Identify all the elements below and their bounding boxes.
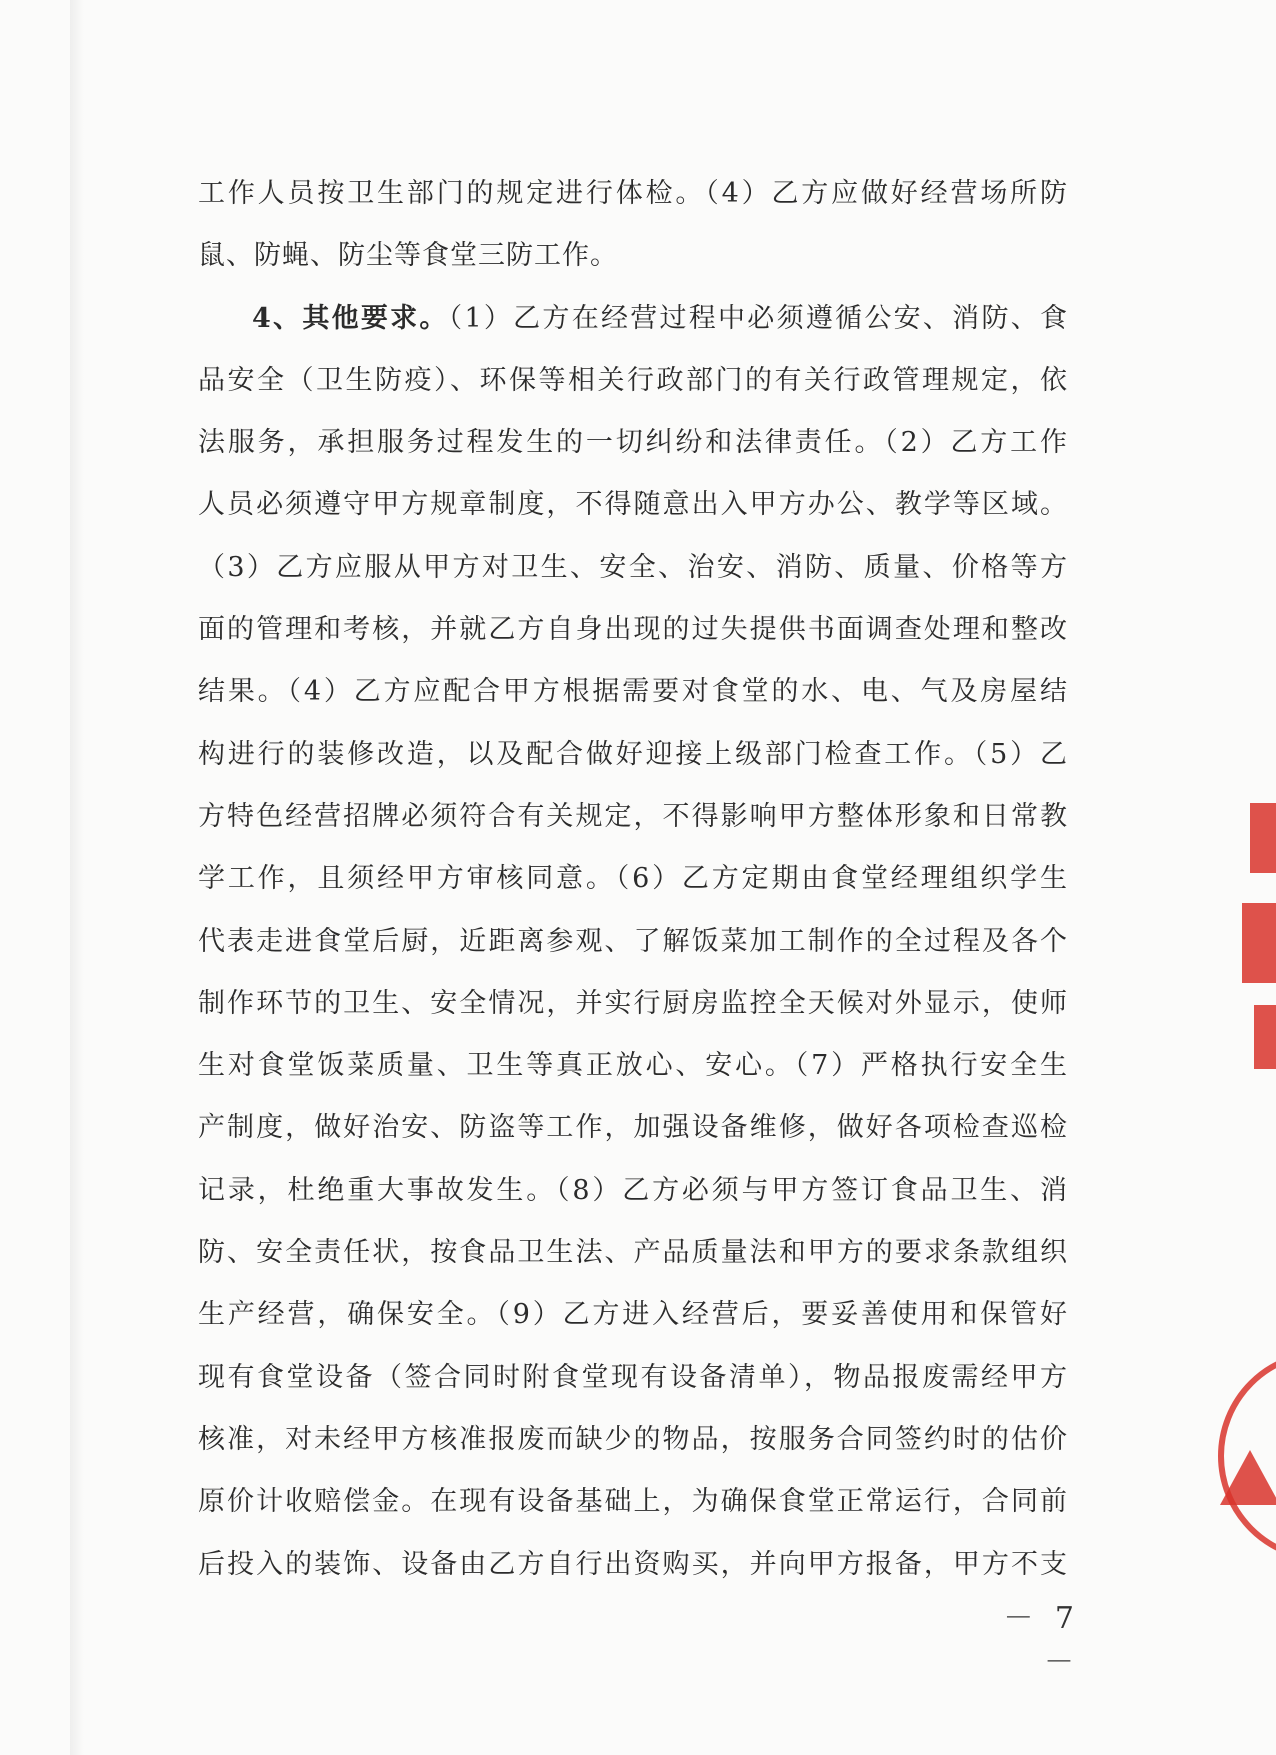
seal-star-icon <box>1220 1450 1276 1505</box>
text-line: 记录，杜绝重大事故发生。（8）乙方必须与甲方签订食品卫生、消 <box>198 1174 1068 1206</box>
text-line: 构进行的装修改造，以及配合做好迎接上级部门检查工作。（5）乙 <box>198 738 1068 770</box>
text-line: 工作人员按卫生部门的规定进行体检。（4）乙方应做好经营场所防 <box>198 178 1068 209</box>
text-line: 鼠、防蝇、防尘等食堂三防工作。 <box>198 240 618 272</box>
text-line: 产制度，做好治安、防盗等工作，加强设备维修，做好各项检查巡检 <box>198 1112 1068 1144</box>
seal-stroke <box>1250 803 1276 873</box>
text-line: 生产经营，确保安全。（9）乙方进入经营后，要妥善使用和保管好 <box>198 1299 1068 1331</box>
seal-stroke <box>1242 903 1276 983</box>
document-body <box>198 163 1068 1596</box>
seal-fragment-top <box>1236 795 1276 1080</box>
text-line: 原价计收赔偿金。在现有设备基础上，为确保食堂正常运行，合同前 <box>198 1486 1068 1518</box>
text-line: 生对食堂饭菜质量、卫生等真正放心、安心。（7）严格执行安全生 <box>198 1050 1068 1082</box>
text-line: 防、安全责任状，按食品卫生法、产品质量法和甲方的要求条款组织 <box>198 1237 1068 1269</box>
text-line: （3）乙方应服从甲方对卫生、安全、治安、消防、质量、价格等方 <box>198 551 1068 583</box>
seal-fragment-bottom <box>1218 1350 1276 1580</box>
text-line: 品安全（卫生防疫）、环保等相关行政部门的有关行政管理规定，依 <box>198 364 1068 396</box>
scan-edge-shadow <box>70 0 84 1755</box>
text-line: 人员必须遵守甲方规章制度，不得随意出入甲方办公、教学等区域。 <box>198 489 1068 521</box>
seal-stroke <box>1254 1005 1276 1069</box>
page-number: － 7 － <box>1003 1601 1080 1680</box>
text-line: 法服务，承担服务过程发生的一切纠纷和法律责任。（2）乙方工作 <box>198 427 1068 459</box>
text-line: 现有食堂设备（签合同时附食堂现有设备清单），物品报废需经甲方 <box>198 1361 1068 1393</box>
text-line: 学工作，且须经甲方审核同意。（6）乙方定期由食堂经理组织学生 <box>198 863 1068 895</box>
text-line: 代表走进食堂后厨，近距离参观、了解饭菜加工制作的全过程及各个 <box>198 925 1068 957</box>
text-line-segment: （1）乙方在经营过程中必须遵循公安、消防、食 <box>448 302 1068 334</box>
text-line: 面的管理和考核，并就乙方自身出现的过失提供书面调查处理和整改 <box>198 614 1068 646</box>
paragraph-start-line <box>198 288 1068 350</box>
text-line: 制作环节的卫生、安全情况，并实行厨房监控全天候对外显示，使师 <box>198 987 1068 1019</box>
text-line: 核准，对未经甲方核准报废而缺少的物品，按服务合同签约时的估价 <box>198 1423 1068 1455</box>
text-line: 后投入的装饰、设备由乙方自行出资购买，并向甲方报备，甲方不支 <box>198 1548 1068 1580</box>
text-line: 方特色经营招牌必须符合有关规定，不得影响甲方整体形象和日常教 <box>198 800 1068 832</box>
section-heading: 4、其他要求。 <box>252 302 449 334</box>
text-line: 结果。（4）乙方应配合甲方根据需要对食堂的水、电、气及房屋结 <box>198 676 1068 708</box>
